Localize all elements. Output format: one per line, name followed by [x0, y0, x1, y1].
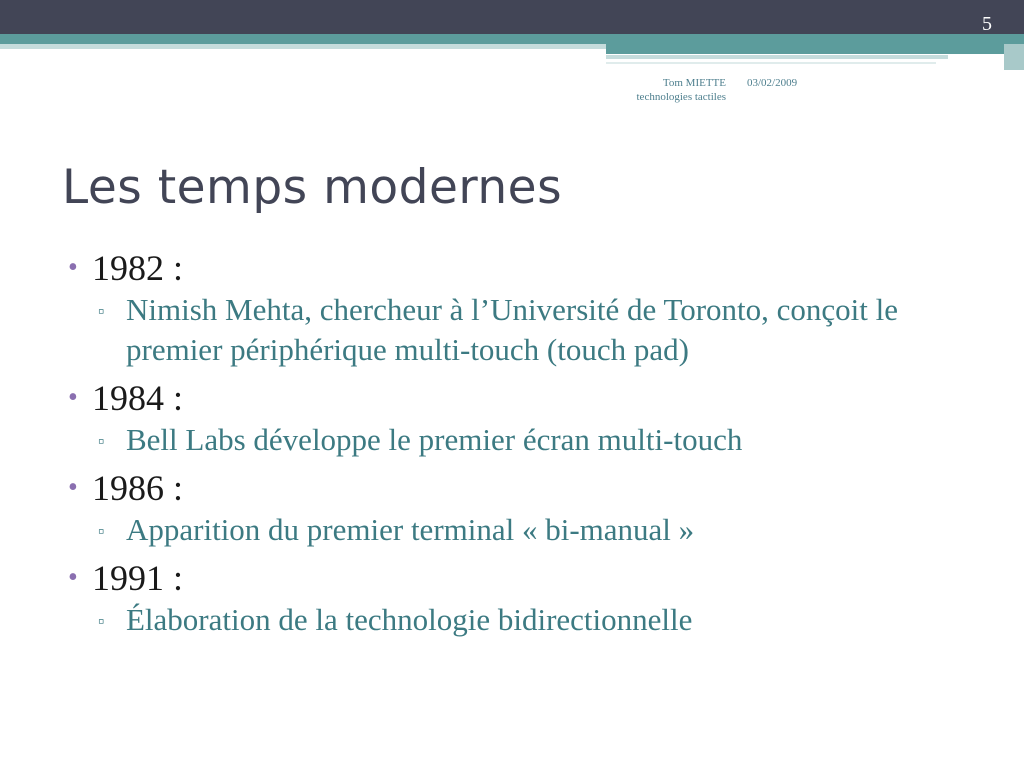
bullet-item-1991 [60, 556, 960, 600]
sub-bullet-text: Apparition du premier terminal « bi-manual » [126, 512, 695, 547]
sub-bullet-item [60, 420, 960, 460]
footer-subject: technologies tactiles [636, 91, 726, 103]
header-tab-line [606, 55, 948, 59]
square-bullet-icon: ▫ [98, 611, 105, 631]
footer-date: 03/02/2009 [747, 77, 798, 89]
sub-bullet-text: Élaboration de la technologie bidirectionnelle [126, 602, 693, 637]
sub-bullet-item [60, 600, 960, 640]
header-band-teal [0, 34, 1024, 44]
slide-title: Les temps modernes [62, 160, 563, 215]
square-bullet-icon: ▫ [98, 301, 105, 321]
sub-bullet-text: Bell Labs développe le premier écran multi-touch [126, 422, 743, 457]
bullet-year: 1986 : [92, 468, 184, 508]
header-band-dark [0, 0, 1024, 34]
footer-author-block [612, 76, 726, 104]
sub-bullet-item [60, 510, 960, 550]
bullet-dot-icon: • [68, 472, 78, 503]
header-band-light [0, 44, 610, 49]
bullet-year: 1984 : [92, 378, 184, 418]
header-corner-block [1004, 44, 1024, 70]
sub-bullet-text: Nimish Mehta, chercheur à l’Université de Toronto, conçoit le premier périphérique multi-touch (touch pad) [126, 292, 899, 367]
bullet-list [60, 246, 960, 646]
bullet-year: 1982 : [92, 248, 184, 288]
bullet-year: 1991 : [92, 558, 184, 598]
header-tab-line-thin [606, 62, 936, 64]
header-tab [606, 44, 1024, 54]
slide-number: 5 [982, 13, 992, 35]
square-bullet-icon: ▫ [98, 431, 105, 451]
footer-author: Tom MIETTE [662, 77, 726, 89]
sub-bullet-item [60, 290, 960, 370]
bullet-dot-icon: • [68, 562, 78, 593]
bullet-item-1986 [60, 466, 960, 510]
bullet-dot-icon: • [68, 382, 78, 413]
bullet-item-1982 [60, 246, 960, 290]
bullet-item-1984 [60, 376, 960, 420]
square-bullet-icon: ▫ [98, 521, 105, 541]
bullet-dot-icon: • [68, 252, 78, 283]
